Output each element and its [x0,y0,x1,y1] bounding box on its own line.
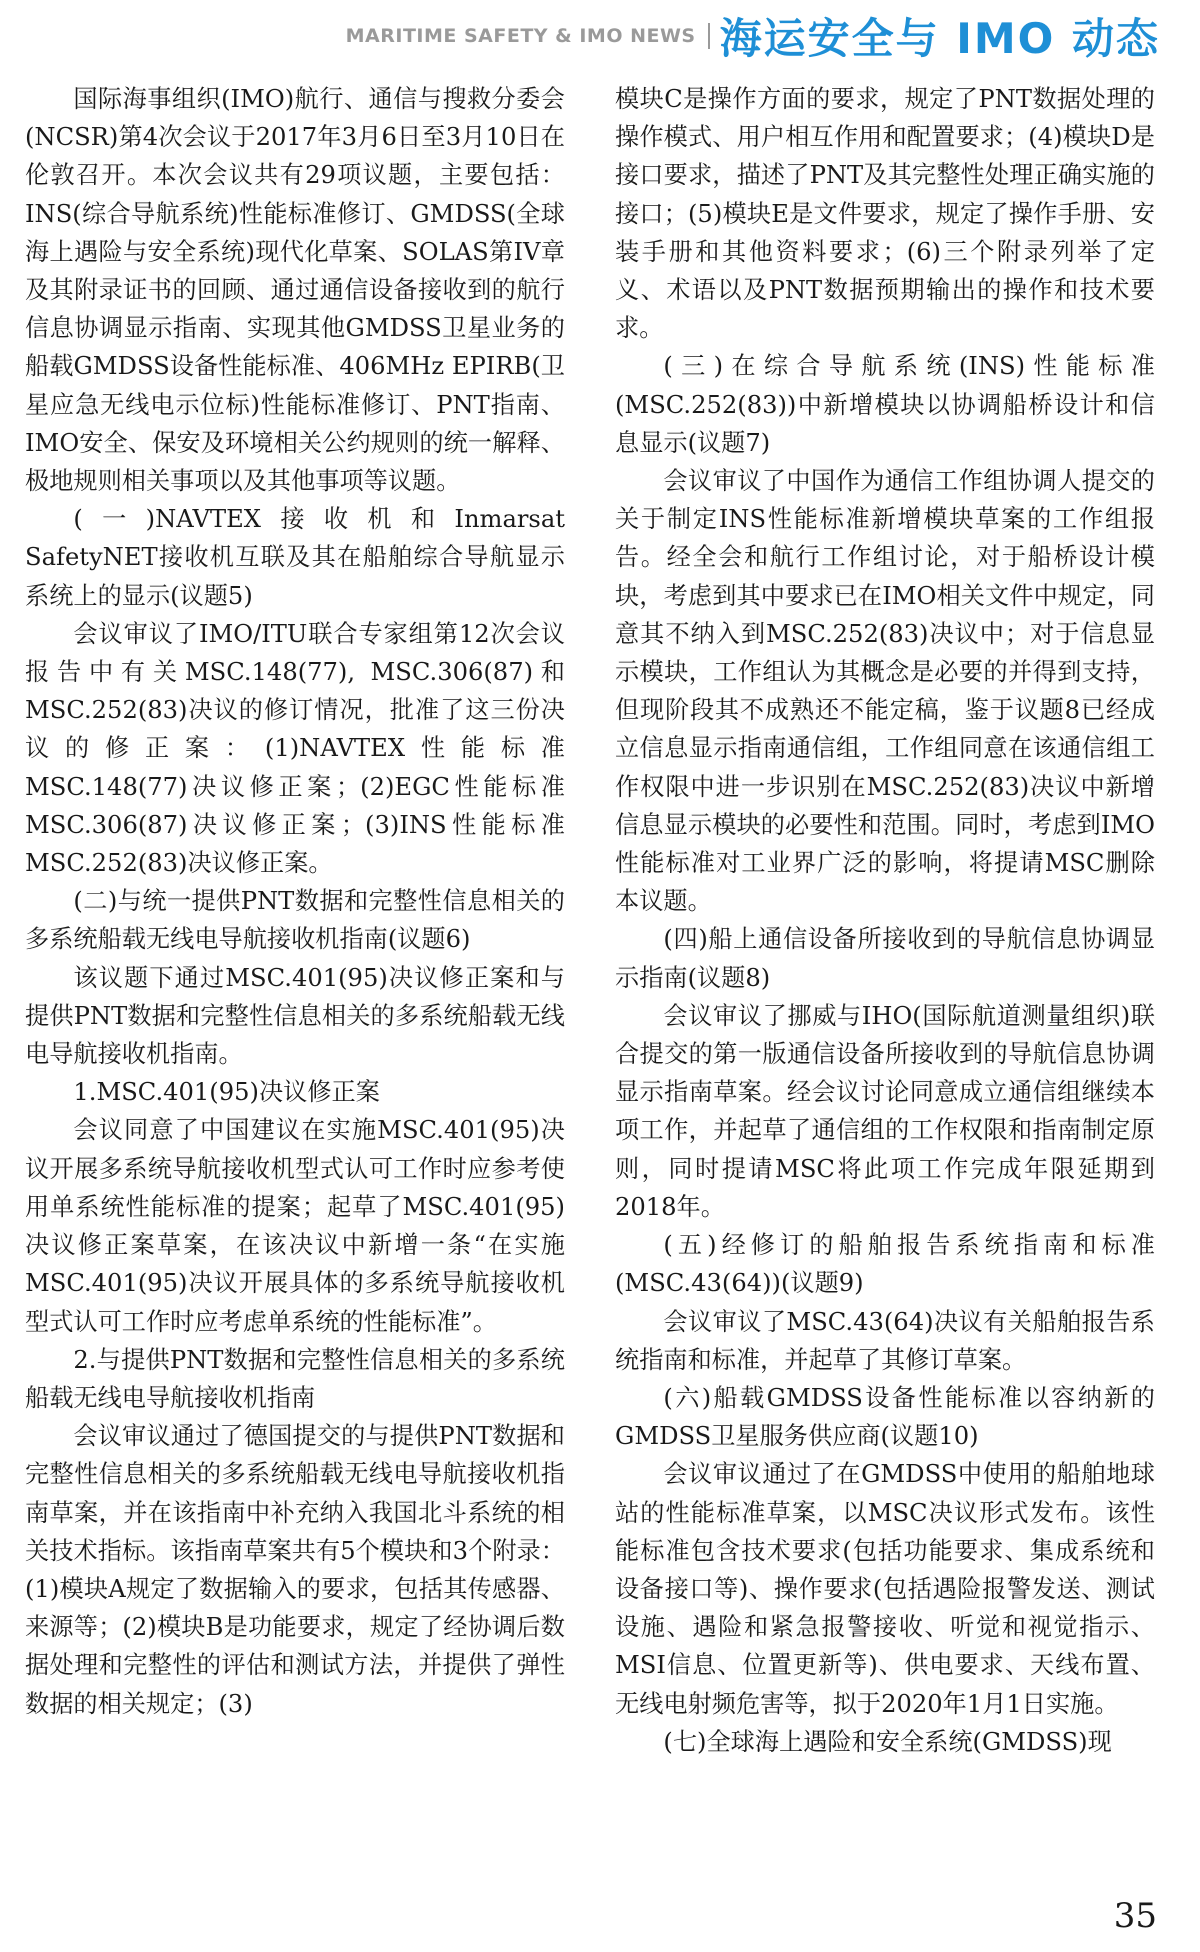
subsection-heading-1: 1.MSC.401(95)决议修正案 [73,1078,380,1107]
header-chinese-title: 海运安全与 IMO 动态 [719,14,1160,63]
paragraph-continued: 模块C是操作方面的要求，规定了PNT数据处理的操作模式、用户相互作用和配置要求；(4)模块D是接口要求，描述了PNT及其完整性处理正确实施的接口；(5)模块E是文件要求，规定了操作手册、安装手册和其他资料要求；(6)三个附录列举了定义、术语以及PNT数据预期输出的操作和技术要求。 [615,85,1155,343]
page-number: 35 [1113,1896,1157,1936]
section-heading-3: (三)在综合导航系统(INS)性能标准(MSC.252(83))中新增模块以协调船桥设计和信息显示(议题7) [615,352,1155,457]
intro-paragraph: 国际海事组织(IMO)航行、通信与搜救分委会(NCSR)第4次会议于2017年3月6日至3月10日在伦敦召开。本次会议共有29项议题，主要包括：INS(综合导航系统)性能标准修订、GMDSS(全球海上遇险与安全系统)现代化草案、SOLAS第IV章及其附录证书的回顾、通过通信设备接收到的航行信息协调显示指南、实现其他GMDSS卫星业务的船载GMDSS设备性能标准、406MHz EPIRB(卫星应急无线电示位标)性能标准修订、PNT指南、IMO安全、保安及环境相关公约规则的统一解释、极地规则相关事项以及其他事项等议题。 [25,85,565,496]
section-heading-6: (六)船载GMDSS设备性能标准以容纳新的GMDSS卫星服务供应商(议题10) [615,1383,1155,1451]
paragraph: 该议题下通过MSC.401(95)决议修正案和与提供PNT数据和完整性信息相关的多系统船载无线电导航接收机指南。 [25,963,565,1069]
right-column [615,80,1155,1761]
paragraph: 会议审议了中国作为通信工作组协调人提交的关于制定INS性能标准新增模块草案的工作组报告。经全会和航行工作组讨论，对于船桥设计模块，考虑到其中要求已在IMO相关文件中规定，同意其不纳入到MSC.252(83)决议中；对于信息显示模块，工作组认为其概念是必要的并得到支持，但现阶段其不成熟还不能定稿，鉴于议题8已经成立信息显示指南通信组，工作组同意在该通信组工作权限中进一步识别在MSC.252(83)决议中新增信息显示模块的必要性和范围。同时，考虑到IMO性能标准对工业界广泛的影响，将提请MSC删除本议题。 [615,467,1155,916]
subsection-heading-2: 2.与提供PNT数据和完整性信息相关的多系统船载无线电导航接收机指南 [25,1345,565,1412]
left-column [25,80,565,1723]
paragraph: 会议同意了中国建议在实施MSC.401(95)决议开展多系统导航接收机型式认可工作时应参考使用单系统性能标准的提案；起草了MSC.401(95)决议修正案草案，在该决议中新增一条“在实施MSC.401(95)决议开展具体的多系统导航接收机型式认可工作时应考虑单系统的性能标准”。 [25,1116,565,1336]
paragraph: 会议审议通过了在GMDSS中使用的船舶地球站的性能标准草案，以MSC决议形式发布。该性能标准包含技术要求(包括功能要求、集成系统和设备接口等)、操作要求(包括遇险报警发送、测试设施、遇险和紧急报警接收、听觉和视觉指示、MSI信息、位置更新等)、供电要求、天线布置、无线电射频危害等，拟于2020年1月1日实施。 [615,1460,1155,1718]
header-divider [708,23,710,49]
section-heading-4: (四)船上通信设备所接收到的导航信息协调显示指南(议题8) [615,925,1155,992]
header-english-title: MARITIME SAFETY & IMO NEWS [345,25,696,47]
paragraph: 会议审议了IMO/ITU联合专家组第12次会议报告中有关MSC.148(77), MSC.306(87)和MSC.252(83)决议的修订情况，批准了这三份决议的修正案：(1)NAVTEX性能标准MSC.148(77)决议修正案；(2)EGC性能标准MSC.306(87)决议修正案；(3)INS性能标准MSC.252(83)决议修正案。 [25,619,565,878]
section-heading-5: (五)经修订的船舶报告系统指南和标准(MSC.43(64))(议题9) [615,1231,1155,1298]
paragraph: 会议审议了挪威与IHO(国际航道测量组织)联合提交的第一版通信设备所接收到的导航信息协调显示指南草案。经会议讨论同意成立通信组继续本项工作，并起草了通信组的工作权限和指南制定原则，同时提请MSC将此项工作完成年限延期到2018年。 [615,1001,1155,1221]
paragraph: 会议审议了MSC.43(64)决议有关船舶报告系统指南和标准，并起草了其修订草案。 [615,1307,1155,1374]
page-header [346,8,1160,64]
section-heading-7: (七)全球海上遇险和安全系统(GMDSS)现 [663,1727,1112,1756]
section-heading-1: (一)NAVTEX接收机和Inmarsat SafetyNET接收机互联及其在船舶综合导航显示系统上的显示(议题5) [25,505,565,610]
section-heading-2: (二)与统一提供PNT数据和完整性信息相关的多系统船载无线电导航接收机指南(议题6) [25,887,565,954]
paragraph: 会议审议通过了德国提交的与提供PNT数据和完整性信息相关的多系统船载无线电导航接收机指南草案，并在该指南中补充纳入我国北斗系统的相关技术指标。该指南草案共有5个模块和3个附录：(1)模块A规定了数据输入的要求，包括其传感器、来源等；(2)模块B是功能要求，规定了经协调后数据处理和完整性的评估和测试方法，并提供了弹性数据的相关规定；(3) [25,1422,565,1718]
